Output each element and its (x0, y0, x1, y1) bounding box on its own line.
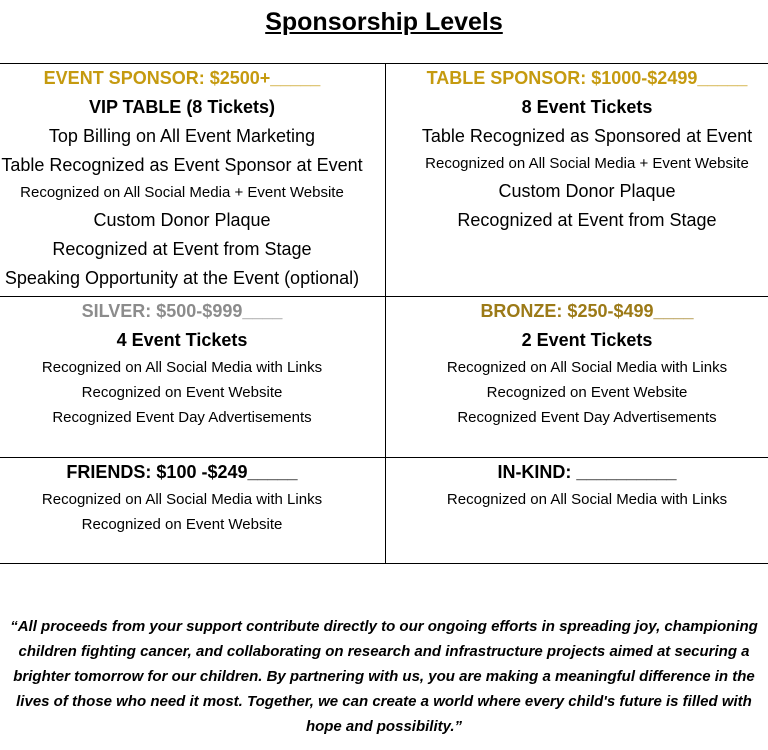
tier-table-sponsor (386, 64, 768, 235)
closing-quote (0, 614, 768, 739)
tier-line: 2 Event Tickets (521, 330, 653, 350)
tier-bronze (386, 297, 768, 430)
tier-heading: TABLE SPONSOR: $1000-$2499_____ (426, 68, 748, 88)
tier-line: Top Billing on All Event Marketing (48, 126, 316, 146)
quote-line: lives of those who need it most. Together, we can create a world where every child's future is filled with (16, 693, 752, 710)
tier-line: Recognized on All Social Media with Links (41, 359, 323, 376)
tier-line: Recognized on Event Website (81, 384, 283, 401)
tier-heading: FRIENDS: $100 -$249_____ (66, 462, 298, 482)
tier-heading: SILVER: $500-$999____ (81, 301, 283, 321)
quote-line: brighter tomorrow for our children. By partnering with us, you are making a meaningful difference in the (13, 668, 755, 685)
tier-line: Recognized on Event Website (81, 516, 283, 533)
tier-line: Recognized on All Social Media with Links (41, 491, 323, 508)
tier-line: Recognized on All Social Media + Event Website (20, 184, 344, 201)
tier-heading: IN-KIND: __________ (497, 462, 677, 482)
tier-line: Recognized at Event from Stage (52, 239, 312, 259)
tier-line: Recognized at Event from Stage (457, 210, 717, 230)
tier-heading: EVENT SPONSOR: $2500+_____ (43, 68, 321, 88)
tier-line: Custom Donor Plaque (93, 210, 271, 230)
tier-friends (0, 458, 384, 537)
tier-event-sponsor (0, 64, 384, 293)
page-title: Sponsorship Levels (265, 8, 503, 36)
tier-line: 8 Event Tickets (521, 97, 653, 117)
tier-line: VIP TABLE (8 Tickets) (88, 97, 276, 117)
tier-line: Table Recognized as Event Sponsor at Event (1, 155, 363, 175)
tier-heading: BRONZE: $250-$499____ (480, 301, 694, 321)
tier-line: 4 Event Tickets (116, 330, 248, 350)
tier-line: Recognized on All Social Media + Event Website (425, 155, 749, 172)
tier-line: Recognized on Event Website (486, 384, 688, 401)
tier-line: Custom Donor Plaque (498, 181, 676, 201)
tier-line: Table Recognized as Sponsored at Event (421, 126, 753, 146)
tier-line: Speaking Opportunity at the Event (optional) (4, 268, 360, 288)
tier-silver (0, 297, 384, 430)
tier-line: Recognized Event Day Advertisements (457, 409, 717, 426)
quote-line: “All proceeds from your support contribute directly to our ongoing efforts in spreading joy, championing (10, 618, 758, 635)
quote-line: hope and possibility.” (305, 718, 463, 735)
tier-line: Recognized on All Social Media with Links (446, 359, 728, 376)
tier-line: Recognized Event Day Advertisements (52, 409, 312, 426)
tier-in-kind (386, 458, 768, 512)
quote-line: children fighting cancer, and collaborating on research and infrastructure projects aimed at securing a (18, 643, 750, 660)
tier-line: Recognized on All Social Media with Links (446, 491, 728, 508)
